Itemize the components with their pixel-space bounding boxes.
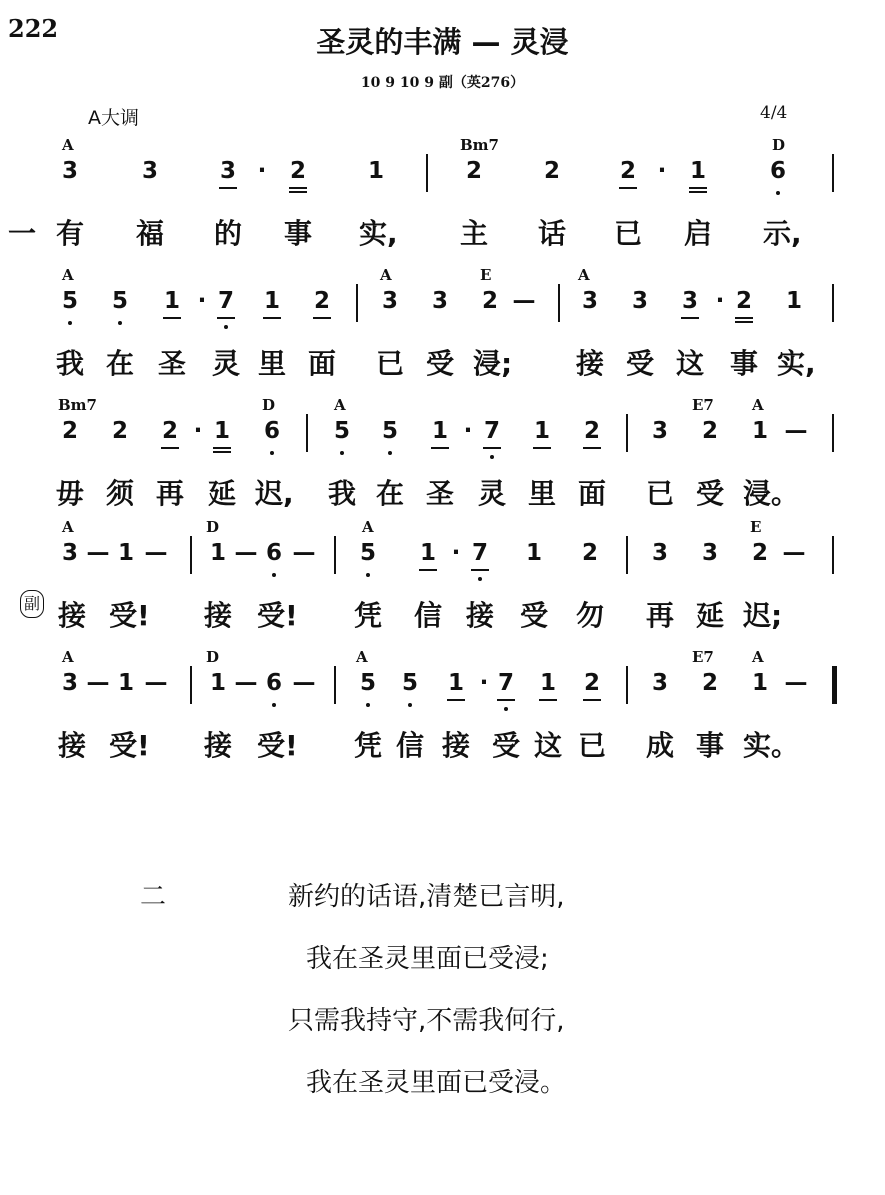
lyric-char: 启	[683, 217, 712, 250]
note: 1	[529, 418, 555, 444]
note: 3	[61, 670, 78, 696]
underline-beam	[419, 569, 437, 571]
hold-dash: —	[782, 540, 806, 566]
lyric-char: 接	[203, 729, 232, 762]
barline	[832, 414, 834, 452]
lyric-char: 成	[645, 729, 674, 762]
note: 2	[731, 288, 757, 314]
lyric-char: 这	[675, 347, 704, 380]
final-barline	[832, 666, 837, 704]
note: 2	[61, 418, 78, 444]
note: 2	[309, 288, 335, 314]
hold-dash: —	[784, 418, 808, 444]
note: 1	[367, 158, 384, 184]
lyric-char: 受	[695, 477, 724, 510]
note: 6	[259, 418, 285, 444]
lyric-char: 受!	[257, 729, 298, 762]
lyric-char: 实,	[777, 347, 816, 380]
chord-symbol: D	[206, 518, 220, 536]
underline-beam	[619, 187, 637, 189]
dot-augmentation: ·	[715, 288, 725, 314]
lyric-char: 我	[55, 347, 84, 380]
note: 7	[467, 540, 493, 566]
note: 2	[579, 418, 605, 444]
low-octave-dot	[224, 325, 228, 329]
hold-dash: —	[234, 540, 258, 566]
lyric-char: 福	[135, 217, 164, 250]
chord-symbol: A	[752, 648, 764, 666]
lyric-char: 接	[465, 599, 494, 632]
note: 3	[701, 540, 718, 566]
note: 2	[751, 540, 768, 566]
dot-augmentation: ·	[463, 418, 473, 444]
lyric-char: 圣	[425, 477, 454, 510]
note: 3	[631, 288, 648, 314]
barline	[832, 284, 834, 322]
barline	[832, 154, 834, 192]
chorus-mark: 副	[20, 590, 44, 618]
hold-dash: —	[234, 670, 258, 696]
verse-line: 新约的话语,清楚已言明,	[288, 882, 565, 912]
lyric-char: 受!	[257, 599, 298, 632]
low-octave-dot	[776, 191, 780, 195]
note: 6	[765, 158, 791, 184]
verse-line: 只需我持守,不需我何行,	[288, 1006, 565, 1036]
note: 1	[415, 540, 441, 566]
lyric-char: 受	[519, 599, 548, 632]
underline-beam	[483, 447, 501, 449]
barline	[306, 414, 308, 452]
lyric-char: 受!	[109, 599, 150, 632]
underline-beam	[289, 187, 307, 189]
underline-beam	[213, 451, 231, 453]
dot-augmentation: ·	[451, 540, 461, 566]
lyric-char: 信	[395, 729, 424, 762]
note: 6	[261, 540, 287, 566]
lyric-char: 须	[105, 477, 134, 510]
hold-dash: —	[144, 670, 168, 696]
barline	[190, 536, 192, 574]
lyric-char: 迟;	[743, 599, 783, 632]
lyric-char: 已	[577, 729, 606, 762]
underline-beam	[471, 569, 489, 571]
note: 1	[209, 540, 226, 566]
lyric-char: 实。	[743, 729, 800, 762]
barline	[626, 536, 628, 574]
note: 1	[751, 670, 768, 696]
note: 1	[427, 418, 453, 444]
underline-beam	[497, 699, 515, 701]
low-octave-dot	[272, 573, 276, 577]
barline	[190, 666, 192, 704]
lyric-char: 面	[307, 347, 336, 380]
note: 2	[701, 418, 718, 444]
chord-symbol: A	[356, 648, 368, 666]
lyric-char: 接	[441, 729, 470, 762]
note: 7	[493, 670, 519, 696]
chord-symbol: A	[362, 518, 374, 536]
note: 3	[61, 158, 78, 184]
lyric-char: 灵	[477, 477, 506, 510]
lyric-char: 接	[203, 599, 232, 632]
note: 2	[581, 540, 598, 566]
hold-dash: —	[144, 540, 168, 566]
underline-beam	[213, 447, 231, 449]
song-subtitle: 10 9 10 9 副（英276）	[360, 75, 525, 91]
lyric-char: 圣	[157, 347, 186, 380]
low-octave-dot	[118, 321, 122, 325]
lyric-char: 受	[491, 729, 520, 762]
note: 1	[209, 418, 235, 444]
lyric-char: 延	[695, 599, 724, 632]
hold-dash: —	[784, 670, 808, 696]
lyric-char: 事	[729, 347, 758, 380]
lyric-char: 在	[375, 477, 404, 510]
chord-symbol: E7	[692, 648, 714, 666]
chord-symbol: A	[578, 266, 590, 284]
note: 3	[381, 288, 398, 314]
lyric-char: 实,	[359, 217, 398, 250]
song-title: 圣灵的丰满 — 灵浸	[316, 25, 569, 59]
note: 7	[213, 288, 239, 314]
chord-symbol: A	[380, 266, 392, 284]
note: 3	[581, 288, 598, 314]
hold-dash: —	[292, 670, 316, 696]
low-octave-dot	[68, 321, 72, 325]
underline-beam	[263, 317, 281, 319]
low-octave-dot	[478, 577, 482, 581]
note: 1	[525, 540, 542, 566]
underline-beam	[681, 317, 699, 319]
underline-beam	[689, 187, 707, 189]
lyric-char: 主	[459, 217, 488, 250]
note: 1	[685, 158, 711, 184]
hold-dash: —	[86, 670, 110, 696]
underline-beam	[431, 447, 449, 449]
barline	[356, 284, 358, 322]
verse-line: 我在圣灵里面已受浸;	[306, 944, 549, 974]
lyric-char: 再	[155, 477, 184, 510]
chord-symbol: E7	[692, 396, 714, 414]
lyric-char: 里	[527, 477, 556, 510]
chord-symbol: D	[262, 396, 276, 414]
note: 1	[117, 670, 134, 696]
lyric-char: 毋	[55, 477, 84, 510]
note: 1	[159, 288, 185, 314]
dot-augmentation: ·	[257, 158, 267, 184]
chord-symbol: E	[480, 266, 492, 284]
lyric-char: 灵	[211, 347, 240, 380]
low-octave-dot	[388, 451, 392, 455]
note: 2	[701, 670, 718, 696]
chord-symbol: A	[334, 396, 346, 414]
page-number: 222	[8, 14, 59, 43]
lyric-char: 已	[375, 347, 404, 380]
chord-symbol: A	[62, 136, 74, 154]
time-signature: 4/4	[760, 103, 788, 123]
note: 1	[117, 540, 134, 566]
note: 1	[209, 670, 226, 696]
dot-augmentation: ·	[193, 418, 203, 444]
note: 2	[543, 158, 560, 184]
key-signature: A大调	[88, 107, 139, 129]
note: 5	[107, 288, 133, 314]
note: 1	[259, 288, 285, 314]
lyric-char: 接	[575, 347, 604, 380]
lyric-char: 我	[327, 477, 356, 510]
note: 1	[751, 418, 768, 444]
underline-beam	[163, 317, 181, 319]
note: 5	[355, 540, 381, 566]
underline-beam	[735, 321, 753, 323]
note: 3	[677, 288, 703, 314]
lyric-char: 话	[537, 217, 566, 250]
note: 3	[141, 158, 158, 184]
note: 2	[285, 158, 311, 184]
lyric-char: 面	[577, 477, 606, 510]
lyric-char: 事	[283, 217, 312, 250]
note: 2	[579, 670, 605, 696]
lyric-char: 一	[7, 217, 36, 250]
lyric-char: 这	[533, 729, 562, 762]
low-octave-dot	[270, 451, 274, 455]
underline-beam	[161, 447, 179, 449]
lyric-char: 信	[413, 599, 442, 632]
note: 1	[535, 670, 561, 696]
lyric-char: 事	[695, 729, 724, 762]
chord-symbol: A	[752, 396, 764, 414]
underline-beam	[313, 317, 331, 319]
note: 3	[215, 158, 241, 184]
note: 5	[329, 418, 355, 444]
chord-symbol: A	[62, 266, 74, 284]
chord-symbol: D	[772, 136, 786, 154]
barline	[832, 536, 834, 574]
note: 5	[377, 418, 403, 444]
note: 3	[61, 540, 78, 566]
underline-beam	[447, 699, 465, 701]
lyric-char: 的	[213, 217, 242, 250]
note: 3	[651, 670, 668, 696]
dot-augmentation: ·	[657, 158, 667, 184]
verse-line: 我在圣灵里面已受浸。	[306, 1068, 567, 1098]
note: 3	[651, 418, 668, 444]
note: 3	[431, 288, 448, 314]
lyric-char: 已	[645, 477, 674, 510]
note: 5	[57, 288, 83, 314]
note: 1	[785, 288, 802, 314]
low-octave-dot	[504, 707, 508, 711]
barline	[426, 154, 428, 192]
lyric-char: 迟,	[255, 477, 294, 510]
hold-dash: —	[86, 540, 110, 566]
note: 2	[157, 418, 183, 444]
note: 2	[481, 288, 498, 314]
lyric-char: 凭	[353, 599, 382, 632]
lyric-char: 受	[625, 347, 654, 380]
lyric-char: 在	[105, 347, 134, 380]
barline	[626, 666, 628, 704]
underline-beam	[289, 191, 307, 193]
low-octave-dot	[490, 455, 494, 459]
lyric-char: 浸。	[743, 477, 800, 510]
hold-dash: —	[512, 288, 536, 314]
note: 1	[443, 670, 469, 696]
lyric-char: 再	[645, 599, 674, 632]
chord-symbol: E	[750, 518, 762, 536]
verse-number: 二	[140, 882, 167, 912]
note: 6	[261, 670, 287, 696]
underline-beam	[583, 447, 601, 449]
underline-beam	[533, 447, 551, 449]
underline-beam	[583, 699, 601, 701]
low-octave-dot	[340, 451, 344, 455]
barline	[558, 284, 560, 322]
low-octave-dot	[366, 573, 370, 577]
lyric-char: 勿	[575, 599, 604, 632]
note: 2	[465, 158, 482, 184]
lyric-char: 里	[257, 347, 286, 380]
underline-beam	[689, 191, 707, 193]
lyric-char: 受	[425, 347, 454, 380]
chord-symbol: A	[62, 518, 74, 536]
chord-symbol: D	[206, 648, 220, 666]
chord-symbol: A	[62, 648, 74, 666]
note: 3	[651, 540, 668, 566]
low-octave-dot	[272, 703, 276, 707]
note: 7	[479, 418, 505, 444]
lyric-char: 接	[57, 599, 86, 632]
chord-symbol: Bm7	[58, 396, 97, 414]
barline	[334, 666, 336, 704]
barline	[334, 536, 336, 574]
underline-beam	[217, 317, 235, 319]
lyric-char: 接	[57, 729, 86, 762]
lyric-char: 已	[613, 217, 642, 250]
lyric-char: 受!	[109, 729, 150, 762]
lyric-char: 延	[207, 477, 236, 510]
note: 2	[111, 418, 128, 444]
hold-dash: —	[292, 540, 316, 566]
note: 5	[397, 670, 423, 696]
dot-augmentation: ·	[197, 288, 207, 314]
underline-beam	[539, 699, 557, 701]
lyric-char: 示,	[763, 217, 802, 250]
lyric-char: 浸;	[473, 347, 513, 380]
note: 2	[615, 158, 641, 184]
low-octave-dot	[366, 703, 370, 707]
barline	[626, 414, 628, 452]
chord-symbol: Bm7	[460, 136, 499, 154]
underline-beam	[219, 187, 237, 189]
underline-beam	[735, 317, 753, 319]
lyric-char: 有	[55, 217, 84, 250]
dot-augmentation: ·	[479, 670, 489, 696]
low-octave-dot	[408, 703, 412, 707]
lyric-char: 凭	[353, 729, 382, 762]
note: 5	[355, 670, 381, 696]
